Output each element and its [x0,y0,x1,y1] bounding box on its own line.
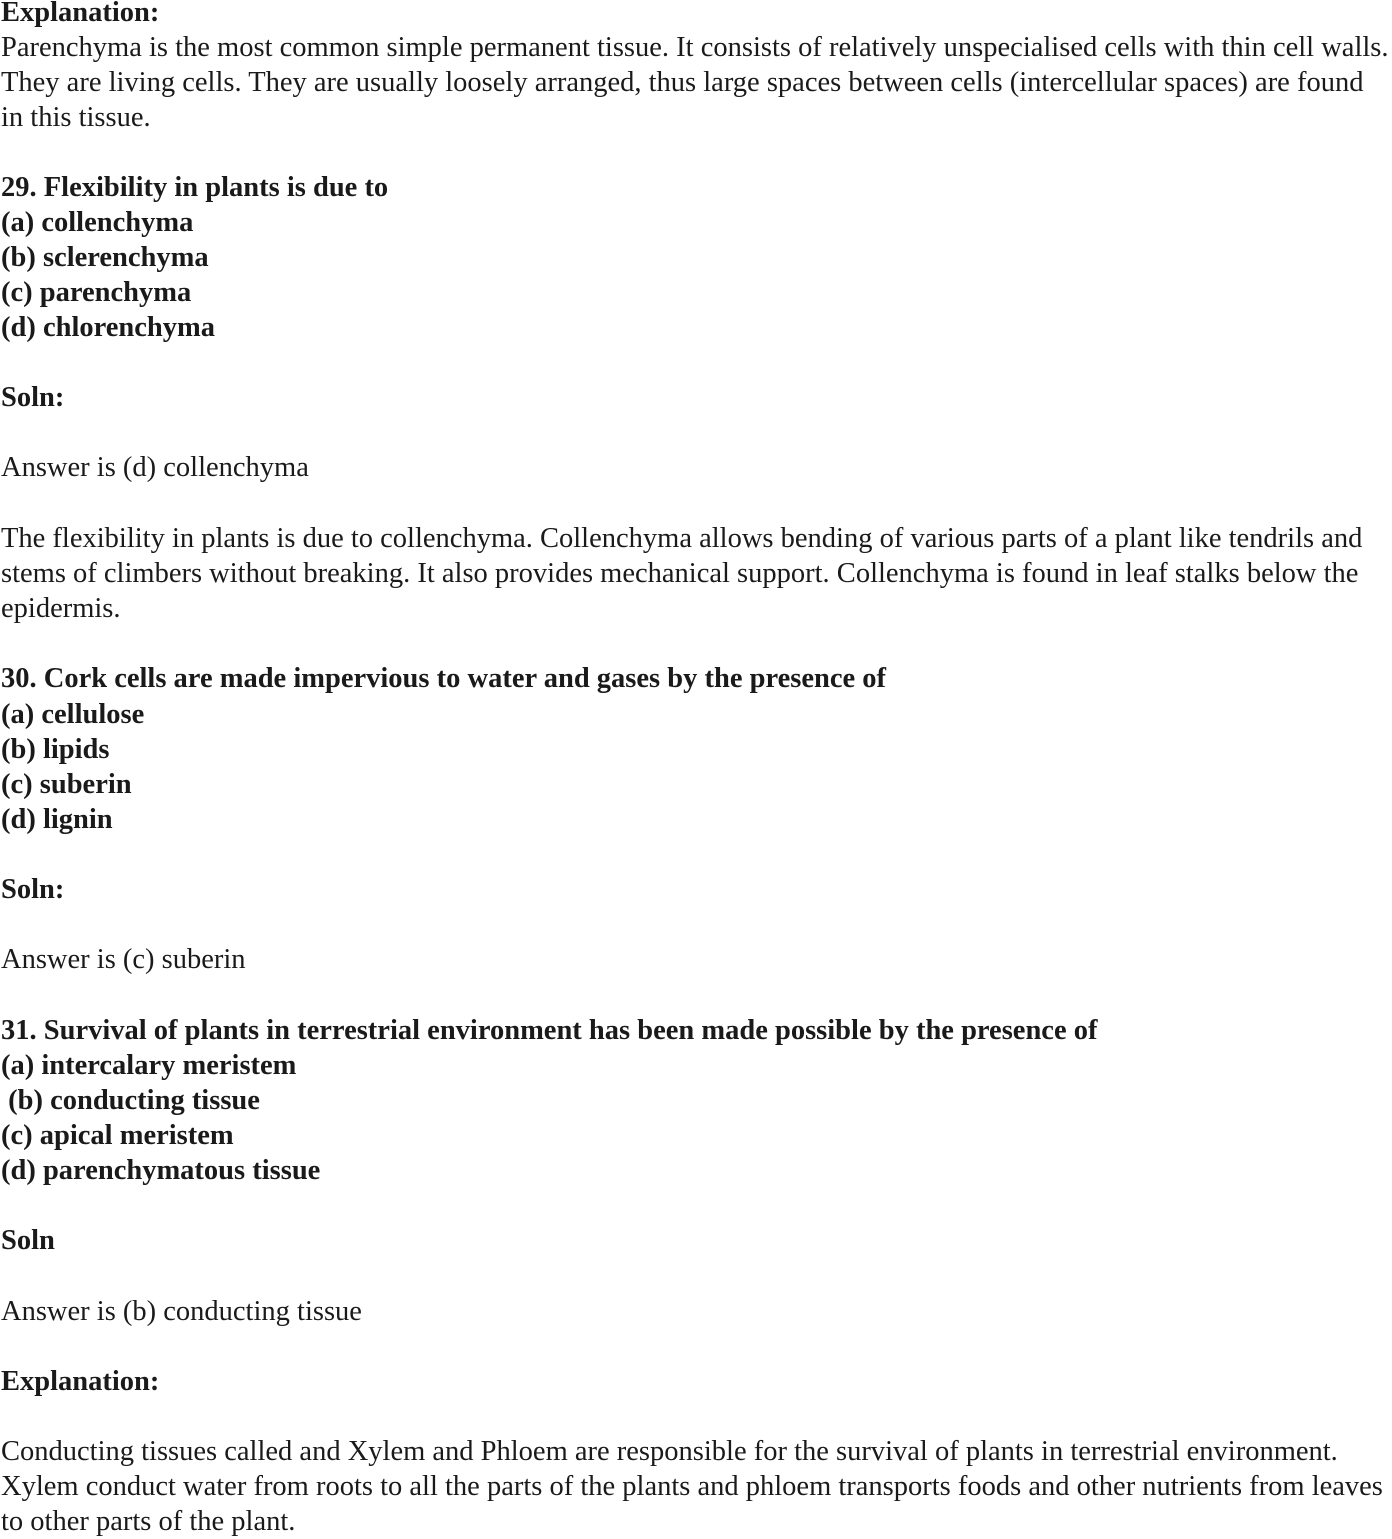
question-31-title: 31. Survival of plants in terrestrial environment has been made possible by the presence of [1,1015,1098,1046]
question-30-answer: Answer is (c) suberin [1,944,246,975]
question-29-option-d: (d) chlorenchyma [1,312,216,343]
question-31-answer: Answer is (b) conducting tissue [1,1296,362,1327]
question-29-option-a: (a) collenchyma [1,207,194,238]
question-29-explanation: The flexibility in plants is due to collenchyma. Collenchyma allows bending of various parts of a plant like tendrils and stems of climbers without breaking. It also provides mechanical support. Collenchyma is found in leaf stalks below the epidermis. [1,523,1363,624]
explanation-heading: Explanation: [1,0,160,28]
question-30-soln-label: Soln: [1,874,65,905]
question-29-option-b: (b) sclerenchyma [1,242,209,273]
question-29-title: 29. Flexibility in plants is due to [1,172,389,203]
question-30-title: 30. Cork cells are made impervious to water and gases by the presence of [1,663,886,694]
question-31-option-c: (c) apical meristem [1,1120,234,1151]
explanation-paragraph: Parenchyma is the most common simple permanent tissue. It consists of relatively unspecialised cells with thin cell walls. They are living cells. They are usually loosely arranged, thus large spaces between cells (intercellular spaces) are found in this tissue. [1,32,1389,133]
question-31-explanation-heading: Explanation: [1,1366,160,1397]
question-31-option-b: (b) conducting tissue [1,1085,260,1116]
question-31-option-d: (d) parenchymatous tissue [1,1155,321,1186]
question-30-option-a: (a) cellulose [1,699,145,730]
question-29-answer: Answer is (d) collenchyma [1,452,309,483]
question-31-option-a: (a) intercalary meristem [1,1050,297,1081]
question-31-soln-label: Soln [1,1225,55,1256]
question-31-explanation: Conducting tissues called and Xylem and Phloem are responsible for the survival of plants in terrestrial environment. Xylem conduct water from roots to all the parts of the plants and phloem transports foods and other nutrients from leaves to other parts of the plant. [1,1436,1391,1537]
question-29-soln-label: Soln: [1,382,65,413]
question-30-option-d: (d) lignin [1,804,113,835]
question-30-option-b: (b) lipids [1,734,110,765]
question-30-option-c: (c) suberin [1,769,132,800]
question-29-option-c: (c) parenchyma [1,277,192,308]
